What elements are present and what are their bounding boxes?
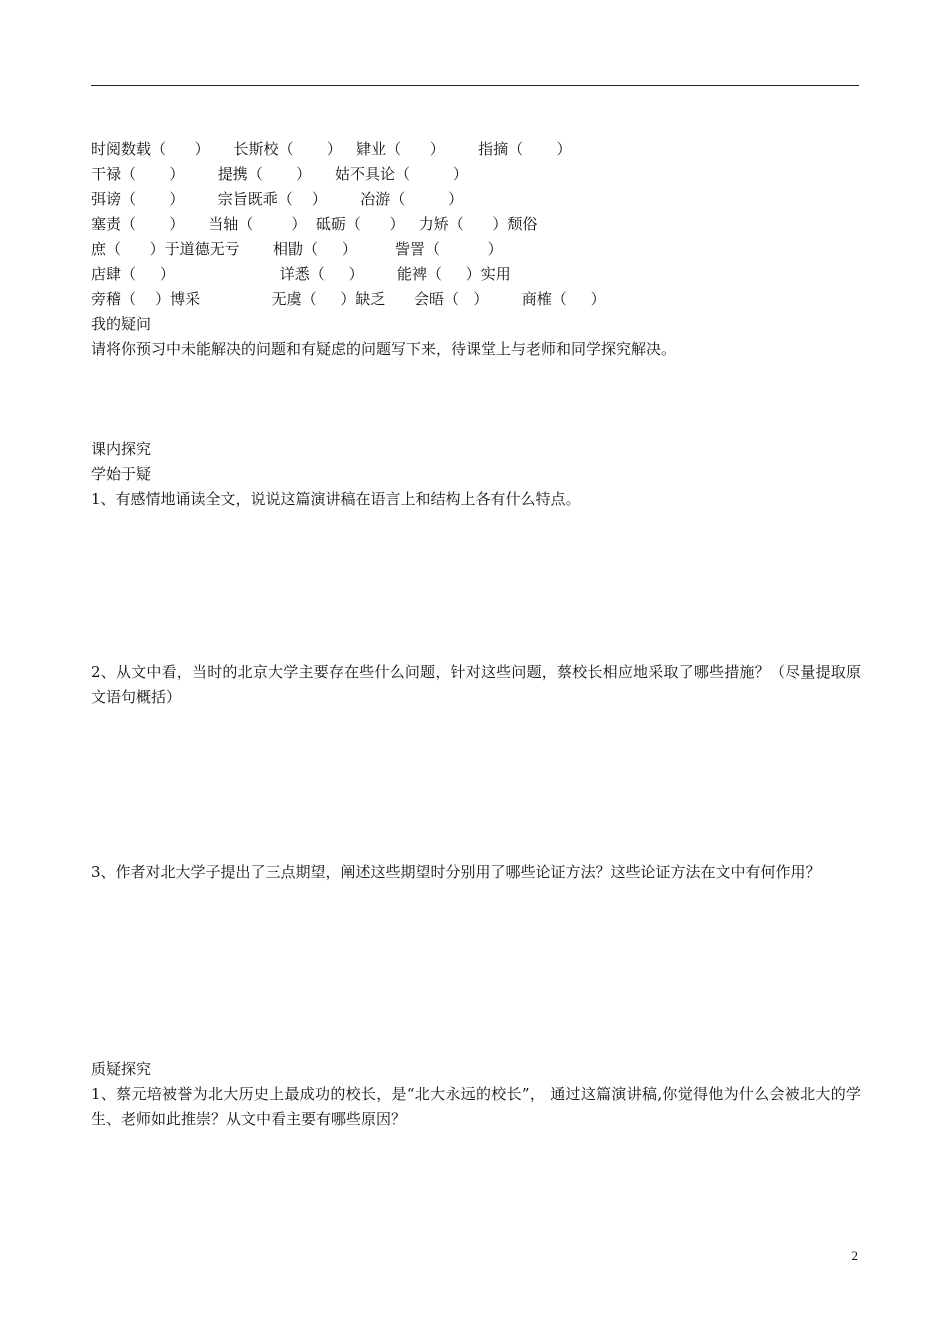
page-number: 2: [851, 1248, 858, 1263]
vocab-line-7: 旁稽（ ）博采 无虞（ ）缺乏 会晤（ ） 商榷（ ）: [91, 290, 606, 308]
question-1: 1、有感情地诵读全文，说说这篇演讲稿在语言上和结构上各有什么特点。: [91, 490, 581, 508]
instruction-my-questions: 请将你预习中未能解决的问题和有疑虑的问题写下来，待课堂上与老师和同学探究解决。: [91, 340, 677, 358]
header-rule: [91, 85, 859, 86]
heading-class-inquiry: 课内探究: [91, 440, 152, 458]
question-3: 3、作者对北大学子提出了三点期望，阐述这些期望时分别用了哪些论证方法？这些论证方法在文中有何作用？: [91, 863, 821, 881]
vocab-line-4: 塞责（ ） 当轴（ ） 砥砺（ ） 力矫（ ）颓俗: [91, 215, 538, 233]
heading-my-questions: 我的疑问: [91, 315, 152, 333]
heading-doubt-inquiry: 质疑探究: [91, 1060, 152, 1078]
vocab-line-6: 店肆（ ） 详悉（ ） 能裨（ ）实用: [91, 265, 511, 283]
vocab-line-5: 庶（ ）于道德无亏 相勖（ ） 訾詈（ ）: [91, 240, 503, 258]
vocab-line-3: 弭谤（ ） 宗旨既乖（ ） 冶游（ ）: [91, 190, 464, 208]
question-4: 1、蔡元培被誉为北大历史上最成功的校长，是“北大永远的校长”， 通过这篇演讲稿,你觉得他为什么会被北大的学生、老师如此推崇？从文中看主要有哪些原因？: [91, 1085, 861, 1128]
vocab-line-1: 时阅数载（ ） 长斯校（ ） 肄业（ ） 指摘（ ）: [91, 140, 572, 158]
vocab-line-2: 干禄（ ） 提携（ ） 姑不具论（ ）: [91, 165, 468, 183]
heading-learning: 学始于疑: [91, 465, 152, 483]
question-2: 2、从文中看，当时的北京大学主要存在些什么问题，针对这些问题，蔡校长相应地采取了哪些措施？（尽量提取原文语句概括）: [91, 663, 861, 706]
